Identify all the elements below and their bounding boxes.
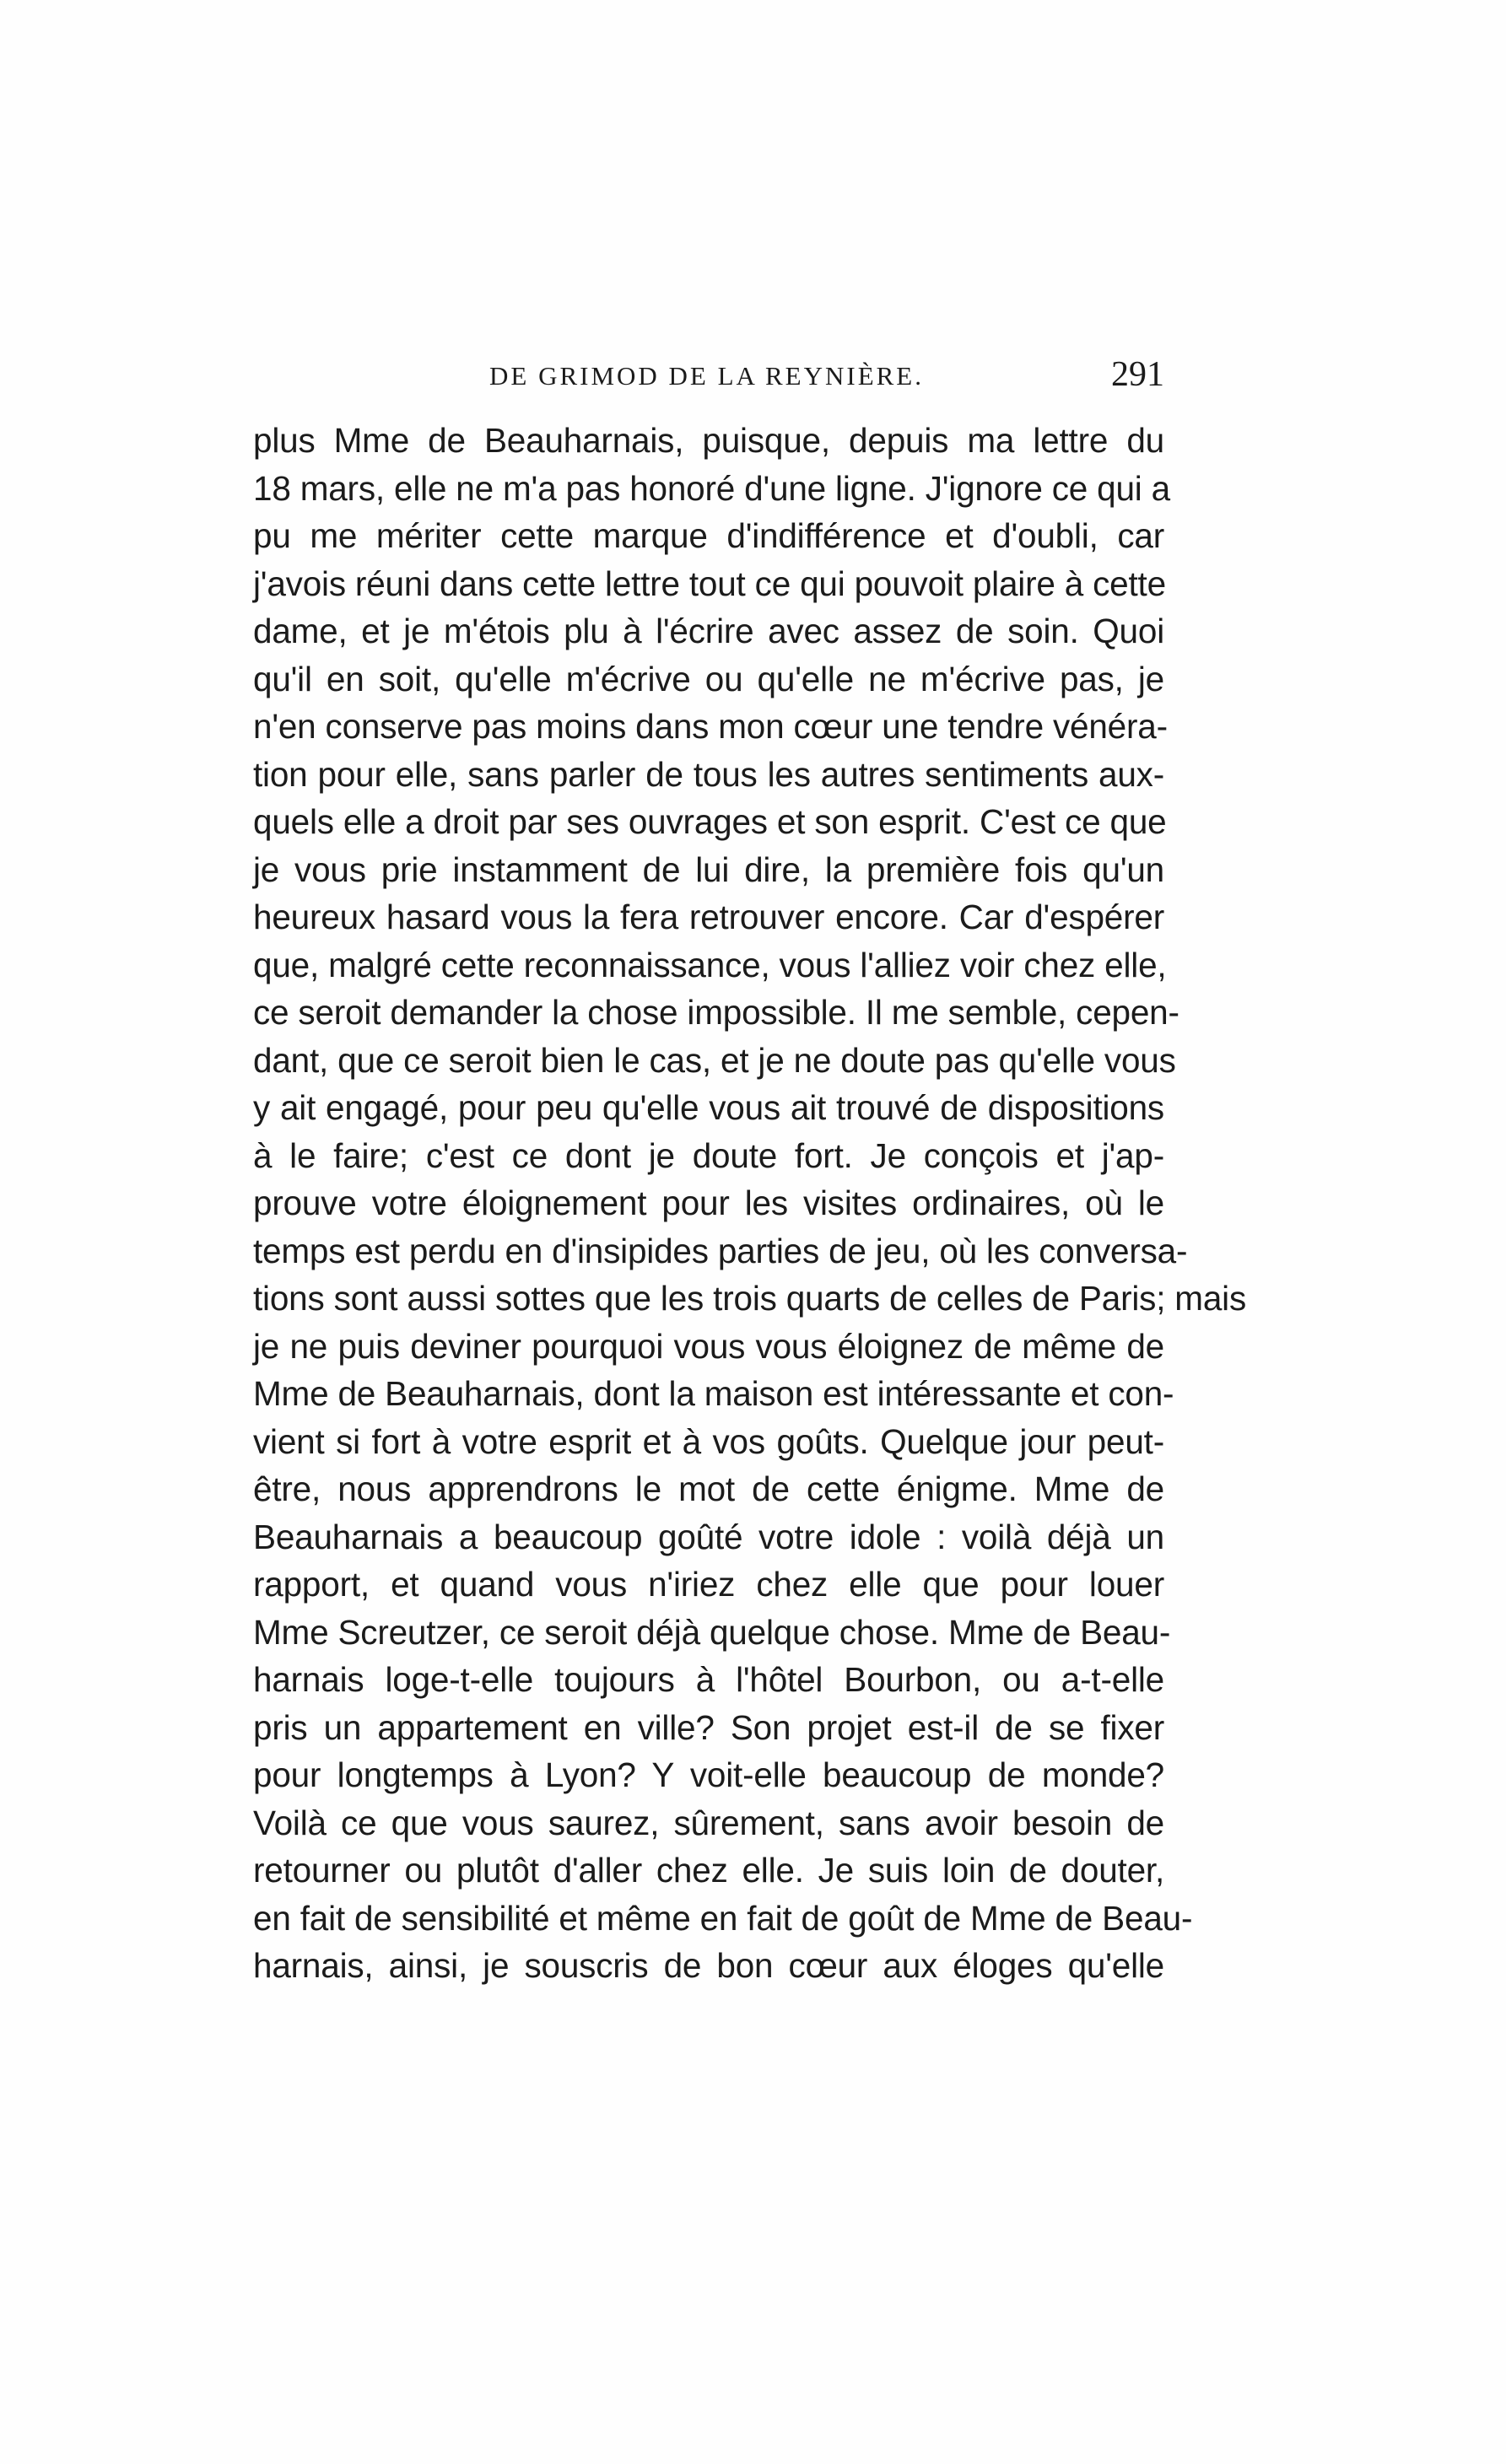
page-number: 291 [1111,355,1164,394]
text-line: je vous prie instamment de lui dire, la première fois qu'un [253,849,1164,889]
text-line: ce seroit demander la chose impossible. Il me semble, cepen- [253,993,1179,1032]
text-line: dant, que ce seroit bien le cas, et je ne doute pas qu'elle vous [253,1040,1176,1080]
text-line: je ne puis deviner pourquoi vous vous éloignez de même de [253,1326,1164,1366]
text-line: temps est perdu en d'insipides parties de jeu, où les conversa- [253,1231,1188,1270]
text-line: 18 mars, elle ne m'a pas honoré d'une ligne. J'ignore ce qui a [253,468,1170,508]
text-line: Mme de Beauharnais, dont la maison est intéressante et con- [253,1374,1174,1413]
text-line: que, malgré cette reconnaissance, vous l'alliez voir chez elle, [253,945,1167,984]
text-line: harnais, ainsi, je souscris de bon cœur aux éloges qu'elle [253,1946,1164,1985]
text-line: qu'il en soit, qu'elle m'écrive ou qu'elle ne m'écrive pas, je [253,659,1164,698]
text-line: j'avois réuni dans cette lettre tout ce qui pouvoit plaire à cette [253,563,1166,603]
text-line: tions sont aussi sottes que les trois quarts de celles de Paris; mais [253,1279,1247,1318]
text-line: vient si fort à votre esprit et à vos goûts. Quelque jour peut- [253,1421,1164,1461]
text-line: tion pour elle, sans parler de tous les autres sentiments aux- [253,754,1164,794]
text-line: pris un appartement en ville? Son projet est-il de se fixer [253,1707,1164,1747]
text-line: heureux hasard vous la fera retrouver encore. Car d'espérer [253,898,1164,936]
text-line: pour longtemps à Lyon? Y voit-elle beaucoup de monde? [253,1755,1164,1794]
running-head [253,354,1164,405]
text-line: dame, et je m'étois plu à l'écrire avec assez de soin. Quoi [253,612,1164,650]
text-line: n'en conserve pas moins dans mon cœur une tendre vénéra- [253,707,1168,746]
body-text [253,417,1247,1990]
text-line: Beauharnais a beaucoup goûté votre idole : voilà déjà un [253,1517,1164,1556]
text-line: Voilà ce que vous saurez, sûrement, sans avoir besoin de [253,1803,1164,1842]
text-line: quels elle a droit par ses ouvrages et son esprit. C'est ce que [253,802,1167,841]
text-line: Mme Screutzer, ce seroit déjà quelque chose. Mme de Beau- [253,1612,1171,1652]
text-line: harnais loge-t-elle toujours à l'hôtel Bourbon, ou a-t-elle [253,1660,1164,1699]
text-line: pu me mériter cette marque d'indifférence et d'oubli, car [253,516,1164,555]
text-line: y ait engagé, pour peu qu'elle vous ait trouvé de dispositions [253,1088,1164,1127]
text-line: prouve votre éloignement pour les visites ordinaires, où le [253,1183,1164,1222]
running-title: DE GRIMOD DE LA REYNIÈRE. [489,361,924,391]
text-line: être, nous apprendrons le mot de cette énigme. Mme de [253,1469,1164,1508]
text-line: à le faire; c'est ce dont je doute fort. Je conçois et j'ap- [253,1135,1164,1175]
text-line: retourner ou plutôt d'aller chez elle. Je suis loin de douter, [253,1851,1164,1890]
text-line: en fait de sensibilité et même en fait de goût de Mme de Beau- [253,1898,1193,1938]
text-line: plus Mme de Beauharnais, puisque, depuis ma lettre du [253,421,1164,460]
text-line: rapport, et quand vous n'iriez chez elle que pour louer [253,1565,1164,1604]
